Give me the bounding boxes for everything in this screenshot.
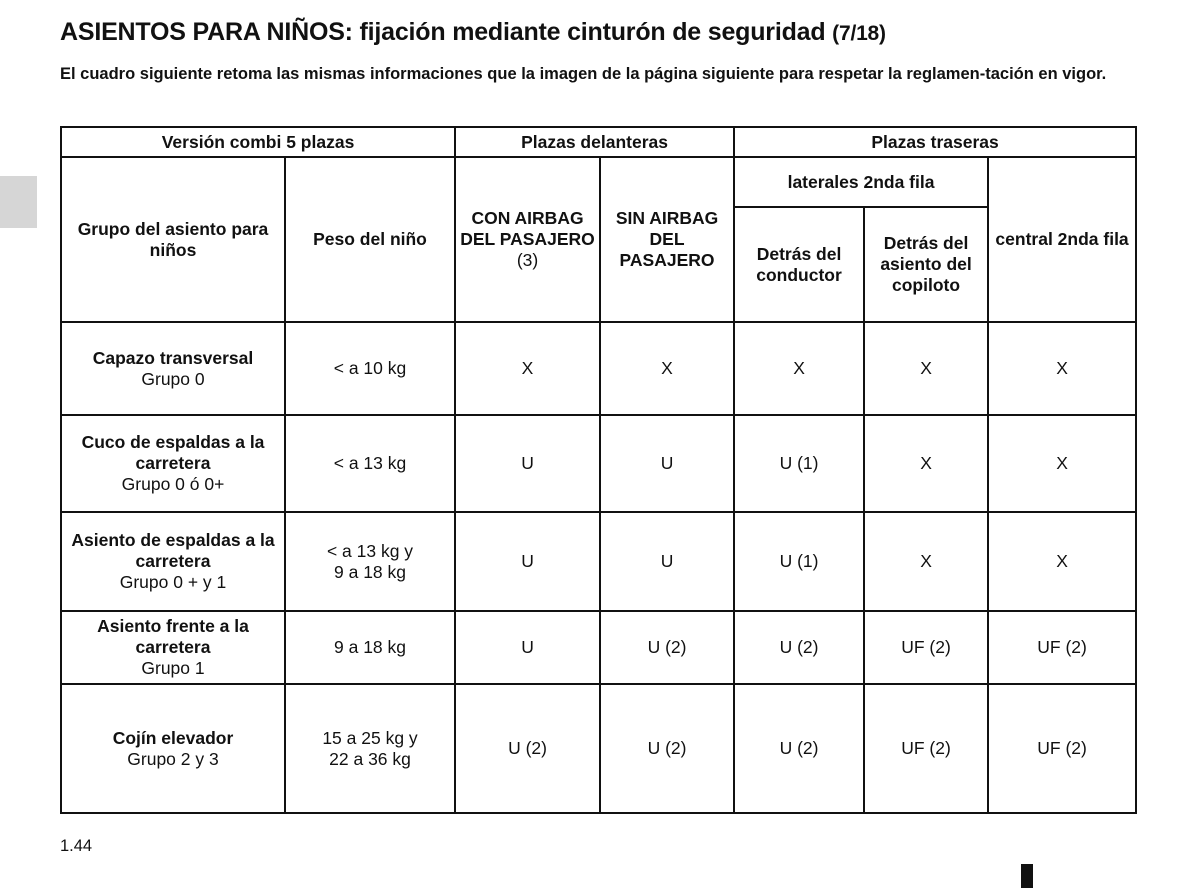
header-without-airbag: SIN AIRBAG DEL PASAJERO — [600, 157, 734, 322]
row-seat-group: Grupo 0 — [141, 368, 205, 389]
row-group-cell — [61, 684, 285, 813]
header-behind-copilot: Detrás del asiento del copiloto — [864, 207, 988, 322]
row-seat-name: Cuco de espaldas a la carretera — [81, 432, 265, 473]
cell-front-with-airbag: U — [455, 415, 600, 512]
row-seat-group: Grupo 0 + y 1 — [119, 572, 227, 592]
row-seat-name: Capazo transversal — [92, 347, 254, 368]
table-row — [61, 611, 1136, 684]
row-weight-line-1: < a 13 kg y — [326, 540, 414, 561]
intro-paragraph: El cuadro siguiente retoma las mismas informaciones que la imagen de la página siguiente para respetar la reglamen-tación en vigor. — [60, 65, 1107, 83]
table-row — [61, 684, 1136, 813]
page-title — [60, 18, 886, 47]
cell-front-with-airbag: X — [455, 322, 600, 415]
cell-rear-central: X — [988, 322, 1136, 415]
table-header-row — [61, 127, 1136, 157]
page-title-main: ASIENTOS PARA NIÑOS: fijación mediante cinturón de seguridad — [60, 18, 826, 46]
table-row — [61, 512, 1136, 611]
row-seat-name: Cojín elevador — [112, 727, 234, 748]
header-central: central 2nda fila — [988, 157, 1136, 322]
page-edge-marker — [1021, 864, 1033, 888]
table-row — [61, 415, 1136, 512]
cell-rear-behind-driver: X — [734, 322, 864, 415]
cell-rear-behind-driver: U (1) — [734, 512, 864, 611]
cell-front-without-airbag: U (2) — [600, 611, 734, 684]
cell-rear-behind-copilot: X — [864, 322, 988, 415]
row-weight: < a 10 kg — [285, 322, 455, 415]
cell-rear-central: X — [988, 415, 1136, 512]
cell-rear-behind-driver: U (2) — [734, 611, 864, 684]
page-title-ref: (7/18) — [832, 22, 886, 45]
cell-rear-behind-copilot: UF (2) — [864, 611, 988, 684]
child-seat-table — [60, 126, 1137, 814]
cell-front-with-airbag: U — [455, 512, 600, 611]
header-weight: Peso del niño — [285, 157, 455, 322]
header-with-airbag — [455, 157, 600, 322]
row-weight: 9 a 18 kg — [285, 611, 455, 684]
row-seat-group: Grupo 2 y 3 — [127, 748, 219, 769]
row-weight — [285, 684, 455, 813]
row-group-cell — [61, 512, 285, 611]
header-front-seats: Plazas delanteras — [455, 127, 734, 157]
cell-front-with-airbag: U (2) — [455, 684, 600, 813]
row-group-cell — [61, 322, 285, 415]
row-weight-line-2: 9 a 18 kg — [334, 561, 406, 582]
header-group: Grupo del asiento para niños — [61, 157, 285, 322]
row-weight — [285, 512, 455, 611]
cell-front-with-airbag: U — [455, 611, 600, 684]
page-number: 1.44 — [60, 837, 93, 855]
cell-rear-behind-driver: U (2) — [734, 684, 864, 813]
row-group-cell — [61, 415, 285, 512]
row-group-cell — [61, 611, 285, 684]
cell-front-without-airbag: X — [600, 322, 734, 415]
cell-front-without-airbag: U — [600, 415, 734, 512]
header-with-airbag-label: CON AIRBAG DEL PASAJERO — [460, 208, 595, 249]
table-row — [61, 322, 1136, 415]
cell-rear-behind-driver: U (1) — [734, 415, 864, 512]
row-weight-line-1: 15 a 25 kg y — [322, 727, 418, 748]
row-weight: < a 13 kg — [285, 415, 455, 512]
header-with-airbag-note: (3) — [516, 250, 539, 270]
cell-front-without-airbag: U — [600, 512, 734, 611]
table-subheader-row — [61, 157, 1136, 207]
header-rear-seats: Plazas traseras — [734, 127, 1136, 157]
cell-rear-central: UF (2) — [988, 611, 1136, 684]
cell-rear-central: X — [988, 512, 1136, 611]
row-seat-name: Asiento frente a la carretera — [97, 616, 249, 657]
cell-rear-behind-copilot: X — [864, 415, 988, 512]
row-seat-group: Grupo 0 ó 0+ — [121, 474, 225, 494]
header-lateral: laterales 2nda fila — [734, 157, 988, 207]
cell-rear-behind-copilot: X — [864, 512, 988, 611]
header-behind-driver: Detrás del conductor — [734, 207, 864, 322]
chapter-tab-marker — [0, 176, 37, 228]
row-seat-group: Grupo 1 — [141, 658, 205, 678]
cell-rear-behind-copilot: UF (2) — [864, 684, 988, 813]
header-version: Versión combi 5 plazas — [61, 127, 455, 157]
row-seat-name: Asiento de espaldas a la carretera — [71, 530, 275, 571]
cell-front-without-airbag: U (2) — [600, 684, 734, 813]
row-weight-line-2: 22 a 36 kg — [329, 748, 411, 769]
cell-rear-central: UF (2) — [988, 684, 1136, 813]
